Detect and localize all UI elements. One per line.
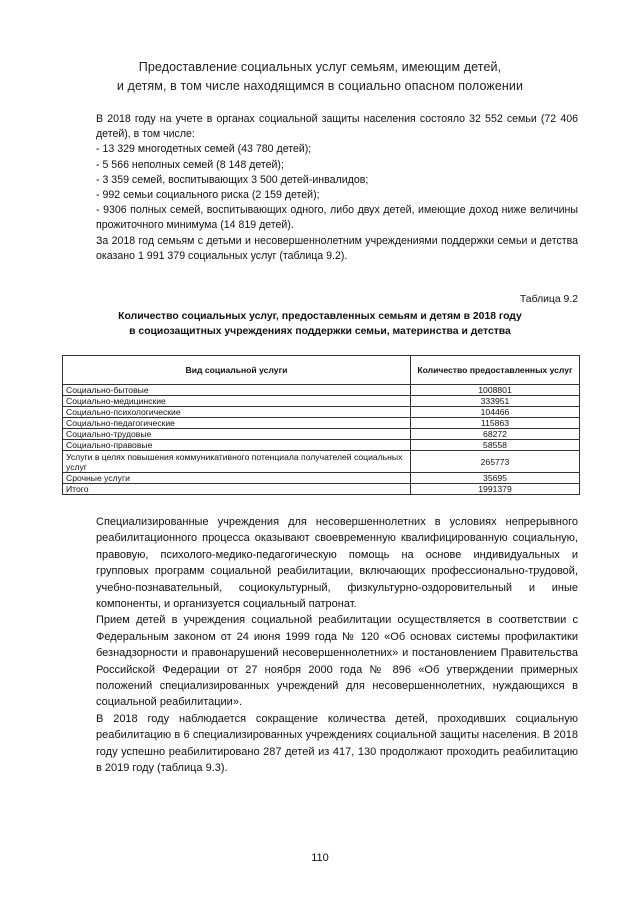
service-type-cell: Социально-трудовые: [63, 429, 411, 440]
table-row: [63, 473, 580, 484]
list-item: - 13 329 многодетных семей (43 780 детей);: [96, 143, 312, 156]
table-row: [63, 451, 580, 473]
service-type-cell: Социально-медицинские: [63, 396, 411, 407]
list-item: - 992 семьи социального риска (2 159 детей);: [96, 189, 320, 202]
list-item: - 3 359 семей, воспитывающих 3 500 детей-инвалидов;: [96, 173, 369, 186]
list-item: - 5 566 неполных семей (8 148 детей);: [96, 158, 284, 171]
service-count-cell: 58558: [411, 440, 580, 451]
service-type-cell: Итого: [63, 484, 411, 495]
intro-paragraph: В 2018 году на учете в органах социальной защиты населения состояло 32 552 семьи (72 406 детей), в том числе:: [96, 113, 578, 141]
table-row: [63, 407, 580, 418]
service-type-cell: Услуги в целях повышения коммуникативного потенциала получателей социальных услуг: [63, 451, 411, 473]
table-row: [63, 429, 580, 440]
service-count-cell: 104466: [411, 407, 580, 418]
table-title: [60, 309, 580, 339]
services-table: [62, 355, 580, 495]
table-row: [63, 418, 580, 429]
heading-line-1: Предоставление социальных услуг семьям, имеющим детей,: [138, 60, 502, 74]
table-header-row: [63, 356, 580, 385]
service-count-cell: 265773: [411, 451, 580, 473]
service-count-cell: 115863: [411, 418, 580, 429]
table-row: [63, 396, 580, 407]
table-title-line-2: в социозащитных учреждениях поддержки семьи, материнства и детства: [129, 326, 511, 337]
body-paragraph-1: Специализированные учреждения для несовершеннолетних в условиях непрерывного реабилитационного процесса оказывают своевременную квалифицированную социальную, правовую, психолого-медико-педагогическую помощь на основе индивидуальных и групповых программ социальной реабилитации, включающих профессионально-трудовой, учебно-познавательный, социокультурный, физкультурно-оздоровительный и иные компоненты, и организуется социальный патронат.: [96, 516, 578, 611]
table-label: Таблица 9.2: [519, 294, 578, 305]
table-total-row: [63, 484, 580, 495]
column-header-count: Количество предоставленных услуг: [411, 356, 580, 385]
service-count-cell: 35695: [411, 473, 580, 484]
service-type-cell: Социально-правовые: [63, 440, 411, 451]
list-item: - 9306 полных семей, воспитывающих одного, либо двух детей, имеющие доход ниже величины прожиточного минимума (14 819 детей).: [96, 204, 578, 232]
heading-line-2: и детям, в том числе находящимся в социально опасном положении: [116, 79, 524, 93]
intro-section: [62, 112, 578, 264]
service-count-cell: 1991379: [411, 484, 580, 495]
service-type-cell: Социально-педагогические: [63, 418, 411, 429]
column-header-service-type: Вид социальной услуги: [63, 356, 411, 385]
service-type-cell: Социально-бытовые: [63, 385, 411, 396]
page-number: 110: [311, 852, 329, 864]
service-count-cell: 1008801: [411, 385, 580, 396]
service-count-cell: 68272: [411, 429, 580, 440]
table-row: [63, 385, 580, 396]
body-section: [62, 514, 578, 777]
body-paragraph-2: Прием детей в учреждения социальной реабилитации осуществляется в соответствии с Федеральным законом от 24 июня 1999 года № 120 «Об основах системы профилактики безнадзорности и правонарушений несовершеннолетних» и постановлением Правительства Российской Федерации от 27 ноября 2000 года № 896 «Об утверждении примерных положений специализированных учреждений для несовершеннолетних, нуждающихся в социальной реабилитации».: [96, 614, 578, 709]
service-type-cell: Социально-психологические: [63, 407, 411, 418]
body-paragraph-3: В 2018 году наблюдается сокращение количества детей, проходивших социальную реабилитацию в 6 специализированных учреждениях социальной защиты населения. В 2018 году успешно реабилитировано 287 детей из 417, 130 продолжают проходить реабилитацию в 2019 году (таблица 9.3).: [96, 712, 578, 775]
table-title-line-1: Количество социальных услуг, предоставленных семьям и детям в 2018 году: [118, 311, 522, 322]
table-row: [63, 440, 580, 451]
services-total-paragraph: За 2018 год семьям с детьми и несовершеннолетним учреждениями поддержки семьи и детства оказано 1 991 379 социальных услуг (таблица 9.2).: [96, 234, 578, 262]
service-count-cell: 333951: [411, 396, 580, 407]
section-heading: [60, 58, 580, 96]
service-type-cell: Срочные услуги: [63, 473, 411, 484]
